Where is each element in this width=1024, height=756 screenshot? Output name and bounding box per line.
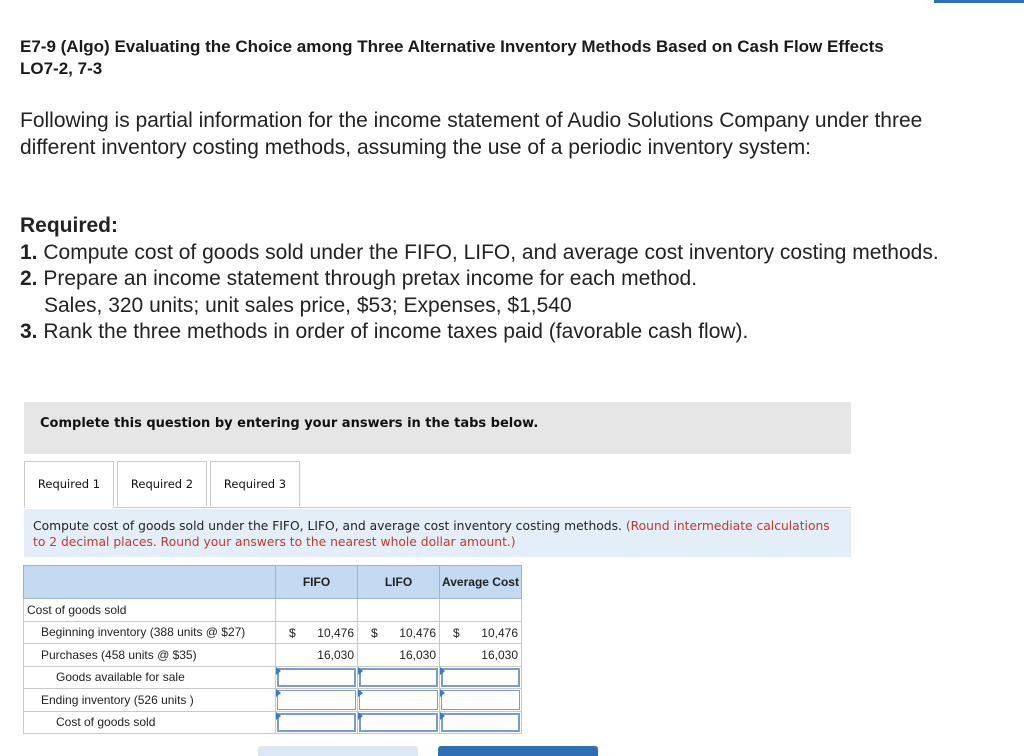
previous-tab-button[interactable] (258, 746, 418, 756)
required-item-text: Rank the three methods in order of income taxes paid (favorable cash flow). (43, 320, 749, 343)
currency-sign: $ (289, 625, 296, 640)
blank-cell (440, 599, 522, 622)
fifo-cogs-input[interactable] (277, 713, 356, 733)
input-marker-icon (358, 667, 363, 675)
tab-required-2[interactable]: Required 2 (117, 461, 207, 506)
input-marker-icon (440, 689, 445, 697)
avg-cogs-input[interactable] (441, 713, 520, 733)
lifo-ending-inventory-input[interactable] (359, 690, 438, 710)
lifo-ending-inventory-cell (358, 689, 440, 712)
table-row (24, 599, 522, 622)
lifo-cogs-input[interactable] (359, 713, 438, 733)
blank-cell (276, 599, 358, 622)
input-marker-icon (440, 667, 445, 675)
input-marker-icon (358, 689, 363, 697)
lifo-goods-available-cell (358, 666, 440, 689)
required-item-text: Compute cost of goods sold under the FIFO, LIFO, and average cost inventory costing methods. (43, 240, 939, 264)
instructions-text: Complete this question by entering your answers in the tabs below. (40, 416, 539, 431)
table-row (24, 621, 522, 644)
amount: 10,476 (399, 625, 436, 640)
cogs-worksheet (23, 565, 522, 734)
required-section (20, 213, 980, 346)
active-tab-mask (25, 506, 113, 508)
column-header-average-cost: Average Cost (440, 566, 522, 599)
row-label: Beginning inventory (388 units @ $27) (24, 621, 276, 644)
tab-required-3[interactable]: Required 3 (210, 461, 300, 506)
tab-required-1[interactable]: Required 1 (24, 461, 114, 506)
fifo-goods-available-input[interactable] (277, 668, 356, 688)
required-item-number: 2. (20, 267, 38, 290)
input-marker-icon (276, 667, 281, 675)
table-row (24, 689, 522, 712)
required-item-text: Prepare an income statement through pretax income for each method. (43, 267, 698, 290)
table-row (24, 666, 522, 689)
fifo-beginning-inventory (276, 621, 358, 644)
tab-divider (24, 507, 851, 508)
avg-beginning-inventory (440, 621, 522, 644)
avg-goods-available-cell (440, 666, 522, 689)
lifo-beginning-inventory (358, 621, 440, 644)
worksheet-header-row (24, 566, 522, 599)
input-marker-icon (276, 689, 281, 697)
question-text: Compute cost of goods sold under the FIFO, LIFO, and average cost inventory costing methods. (33, 519, 622, 533)
column-header-lifo: LIFO (358, 566, 440, 599)
instructions-banner (24, 402, 851, 454)
currency-sign: $ (453, 625, 460, 640)
worksheet-header-blank (24, 566, 276, 599)
amount: 10,476 (317, 625, 354, 640)
input-marker-icon (440, 712, 445, 720)
required-item-number: 3. (20, 320, 38, 343)
input-marker-icon (276, 712, 281, 720)
row-label: Ending inventory (526 units ) (24, 689, 276, 712)
input-marker-icon (358, 712, 363, 720)
question-box (24, 509, 851, 557)
question-prompt (33, 518, 833, 550)
lifo-cogs-cell (358, 711, 440, 734)
problem-title: E7-9 (Algo) Evaluating the Choice among Three Alternative Inventory Methods Based on Cash Flow Effects LO7-2, 7-3 (20, 37, 884, 78)
blank-cell (358, 599, 440, 622)
required-item-2-detail: Sales, 320 units; unit sales price, $53; Expenses, $1,540 (44, 293, 572, 317)
currency-sign: $ (371, 625, 378, 640)
amount: 16,030 (399, 648, 436, 662)
row-label: Cost of goods sold (24, 711, 276, 734)
fifo-cogs-cell (276, 711, 358, 734)
section-label: Cost of goods sold (24, 599, 276, 622)
row-label: Goods available for sale (24, 666, 276, 689)
avg-purchases (440, 644, 522, 667)
amount: 16,030 (481, 648, 518, 662)
lifo-goods-available-input[interactable] (359, 668, 438, 688)
top-accent-bar (934, 0, 1024, 3)
column-header-fifo: FIFO (276, 566, 358, 599)
table-row (24, 644, 522, 667)
amount: 16,030 (317, 648, 354, 662)
required-item-1 (20, 240, 980, 267)
amount: 10,476 (481, 625, 518, 640)
lifo-purchases (358, 644, 440, 667)
avg-ending-inventory-cell (440, 689, 522, 712)
required-item-2 (20, 266, 980, 293)
question-rounding-note: (Round intermediate calculations to 2 decimal places. Round your answers to the nearest whole dollar amount.) (33, 519, 830, 549)
problem-intro: Following is partial information for the income statement of Audio Solutions Company under three different inventory costing methods, assuming the use of a periodic inventory system: (20, 109, 923, 159)
fifo-goods-available-cell (276, 666, 358, 689)
avg-goods-available-input[interactable] (441, 668, 520, 688)
row-label: Purchases (458 units @ $35) (24, 644, 276, 667)
fifo-ending-inventory-cell (276, 689, 358, 712)
required-heading: Required: (20, 214, 119, 237)
table-row (24, 711, 522, 734)
next-tab-button[interactable] (438, 746, 598, 756)
fifo-ending-inventory-input[interactable] (277, 690, 356, 710)
avg-ending-inventory-input[interactable] (441, 690, 520, 710)
required-item-3 (20, 319, 980, 346)
avg-cogs-cell (440, 711, 522, 734)
required-item-number: 1. (20, 240, 38, 264)
fifo-purchases (276, 644, 358, 667)
